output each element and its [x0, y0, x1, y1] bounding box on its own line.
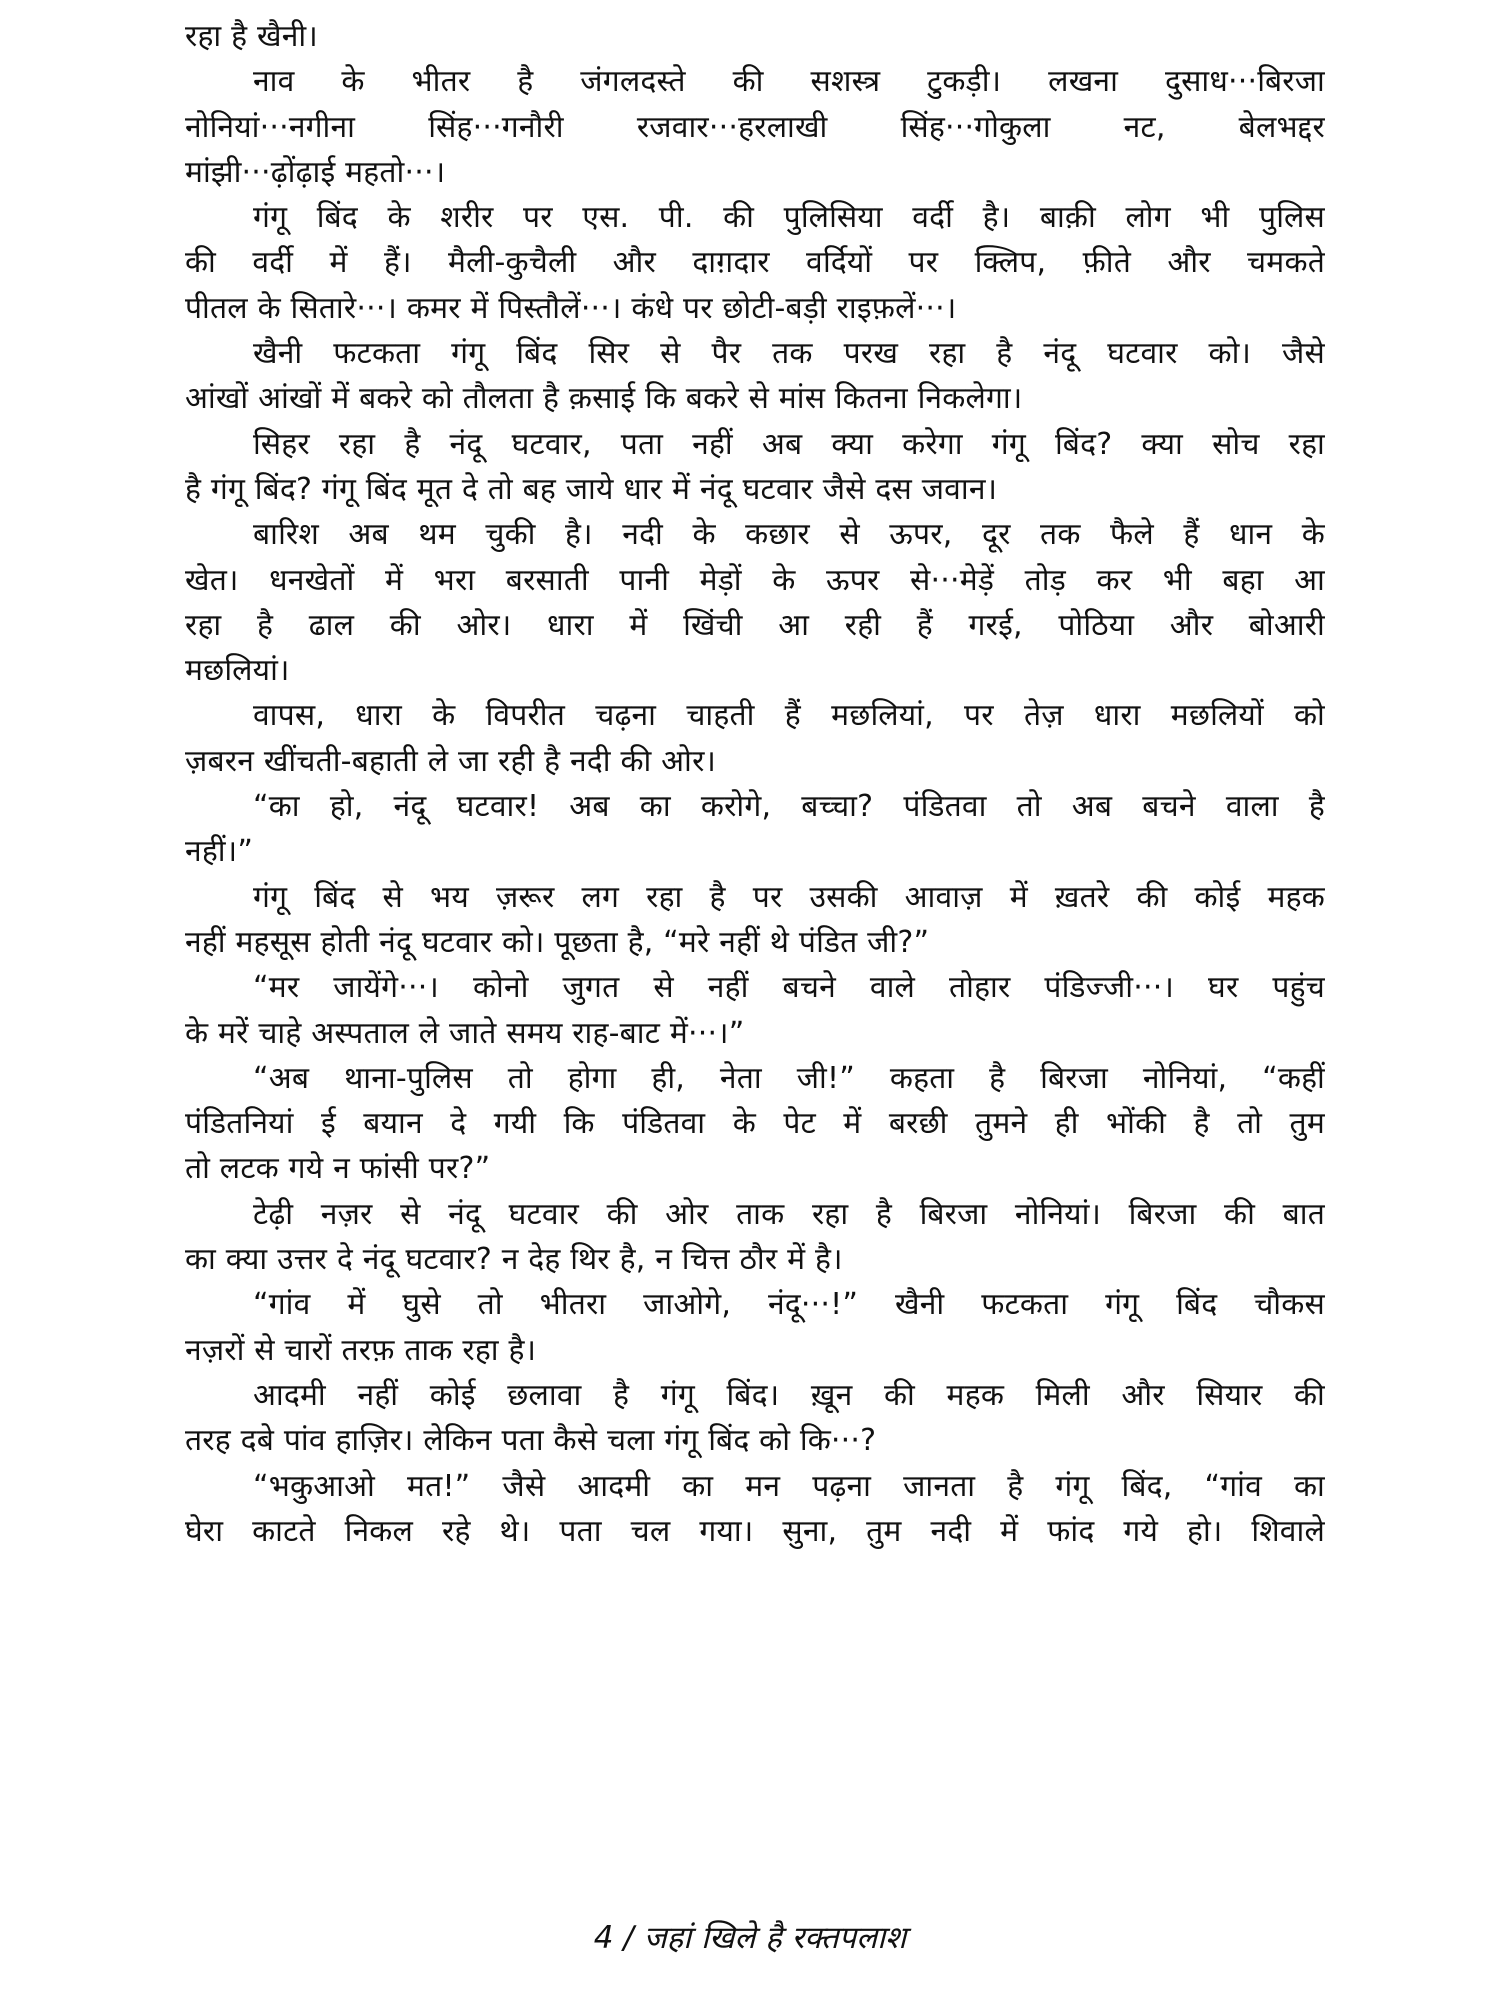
text-line: वापस, धारा के विपरीत चढ़ना चाहती हैं मछलियां, पर तेज़ धारा मछलियों को — [253, 698, 1325, 734]
text-line: मछलियां। — [185, 653, 290, 689]
text-line: नहीं महसूस होती नंदू घटवार को। पूछता है, “मरे नहीं थे पंडित जी?” — [185, 924, 930, 960]
text-line: खेत। धनखेतों में भरा बरसाती पानी मेड़ों के ऊपर से···मेड़ें तोड़ कर भी बहा आ — [185, 562, 1325, 598]
text-line: का क्या उत्तर दे नंदू घटवार? न देह थिर है, न चित्त ठौर में है। — [185, 1242, 843, 1278]
text-line: रहा है ढाल की ओर। धारा में खिंची आ रही हैं गरई, पोठिया और बोआरी — [185, 607, 1325, 643]
text-line: नोनियां···नगीना सिंह···गनौरी रजवार···हरलाखी सिंह···गोकुला नट, बेलभद्दर — [185, 109, 1325, 145]
text-line: घेरा काटते निकल रहे थे। पता चल गया। सुना, तुम नदी में फांद गये हो। शिवाले — [185, 1513, 1325, 1549]
page-footer: 4 / जहां खिले है रक्तपलाश — [593, 1920, 907, 1956]
text-line: तरह दबे पांव हाज़िर। लेकिन पता कैसे चला गंगू बिंद को कि···? — [185, 1423, 877, 1459]
text-line: “गांव में घुसे तो भीतरा जाओगे, नंदू···!” खैनी फटकता गंगू बिंद चौकस — [253, 1287, 1325, 1323]
text-line: मांझी···ढ़ोंढ़ाई महतो···। — [185, 154, 446, 190]
text-line: खैनी फटकता गंगू बिंद सिर से पैर तक परख रहा है नंदू घटवार को। जैसे — [253, 336, 1325, 372]
text-line: की वर्दी में हैं। मैली-कुचैली और दाग़दार वर्दियों पर क्लिप, फ़ीते और चमकते — [185, 245, 1325, 281]
text-line: गंगू बिंद से भय ज़रूर लग रहा है पर उसकी आवाज़ में ख़तरे की कोई महक — [253, 879, 1325, 915]
text-line: “भकुआओ मत!” जैसे आदमी का मन पढ़ना जानता है गंगू बिंद, “गांव का — [253, 1468, 1325, 1504]
text-line: सिहर रहा है नंदू घटवार, पता नहीं अब क्या करेगा गंगू बिंद? क्या सोच रहा — [253, 426, 1325, 462]
text-line: टेढ़ी नज़र से नंदू घटवार की ओर ताक रहा है बिरजा नोनियां। बिरजा की बात — [253, 1196, 1325, 1232]
text-line: “अब थाना-पुलिस तो होगा ही, नेता जी!” कहता है बिरजा नोनियां, “कहीं — [253, 1060, 1325, 1096]
text-line: नाव के भीतर है जंगलदस्ते की सशस्त्र टुकड़ी। लखना दुसाध···बिरजा — [253, 64, 1325, 100]
text-line: गंगू बिंद के शरीर पर एस. पी. की पुलिसिया वर्दी है। बाक़ी लोग भी पुलिस — [253, 200, 1325, 236]
text-line: ज़बरन खींचती-बहाती ले जा रही है नदी की ओर। — [185, 743, 717, 779]
text-line: “का हो, नंदू घटवार! अब का करोगे, बच्चा? पंडितवा तो अब बचने वाला है — [253, 789, 1325, 825]
text-line: आंखों आंखों में बकरे को तौलता है क़साई कि बकरे से मांस कितना निकलेगा। — [185, 381, 1023, 417]
text-line: पंडितनियां ई बयान दे गयी कि पंडितवा के पेट में बरछी तुमने ही भोंकी है तो तुम — [185, 1106, 1325, 1142]
body-text — [185, 14, 1325, 1554]
text-line: पीतल के सितारे···। कमर में पिस्तौलें···। कंधे पर छोटी-बड़ी राइफ़लें···। — [185, 290, 957, 326]
text-line: बारिश अब थम चुकी है। नदी के कछार से ऊपर, दूर तक फैले हैं धान के — [253, 517, 1325, 553]
text-line: “मर जायेंगे···। कोनो जुगत से नहीं बचने वाले तोहार पंडिज्जी···। घर पहुंच — [253, 970, 1325, 1006]
text-line: के मरें चाहे अस्पताल ले जाते समय राह-बाट में···।” — [185, 1015, 745, 1051]
text-line: नहीं।” — [185, 834, 254, 870]
text-line: आदमी नहीं कोई छलावा है गंगू बिंद। ख़ून की महक मिली और सियार की — [253, 1377, 1325, 1413]
text-line: तो लटक गये न फांसी पर?” — [185, 1151, 491, 1187]
text-line: है गंगू बिंद? गंगू बिंद मूत दे तो बह जाये धार में नंदू घटवार जैसे दस जवान। — [185, 471, 998, 507]
text-line: रहा है खैनी। — [185, 19, 318, 54]
text-line: नज़रों से चारों तरफ़ ताक रहा है। — [185, 1332, 537, 1368]
